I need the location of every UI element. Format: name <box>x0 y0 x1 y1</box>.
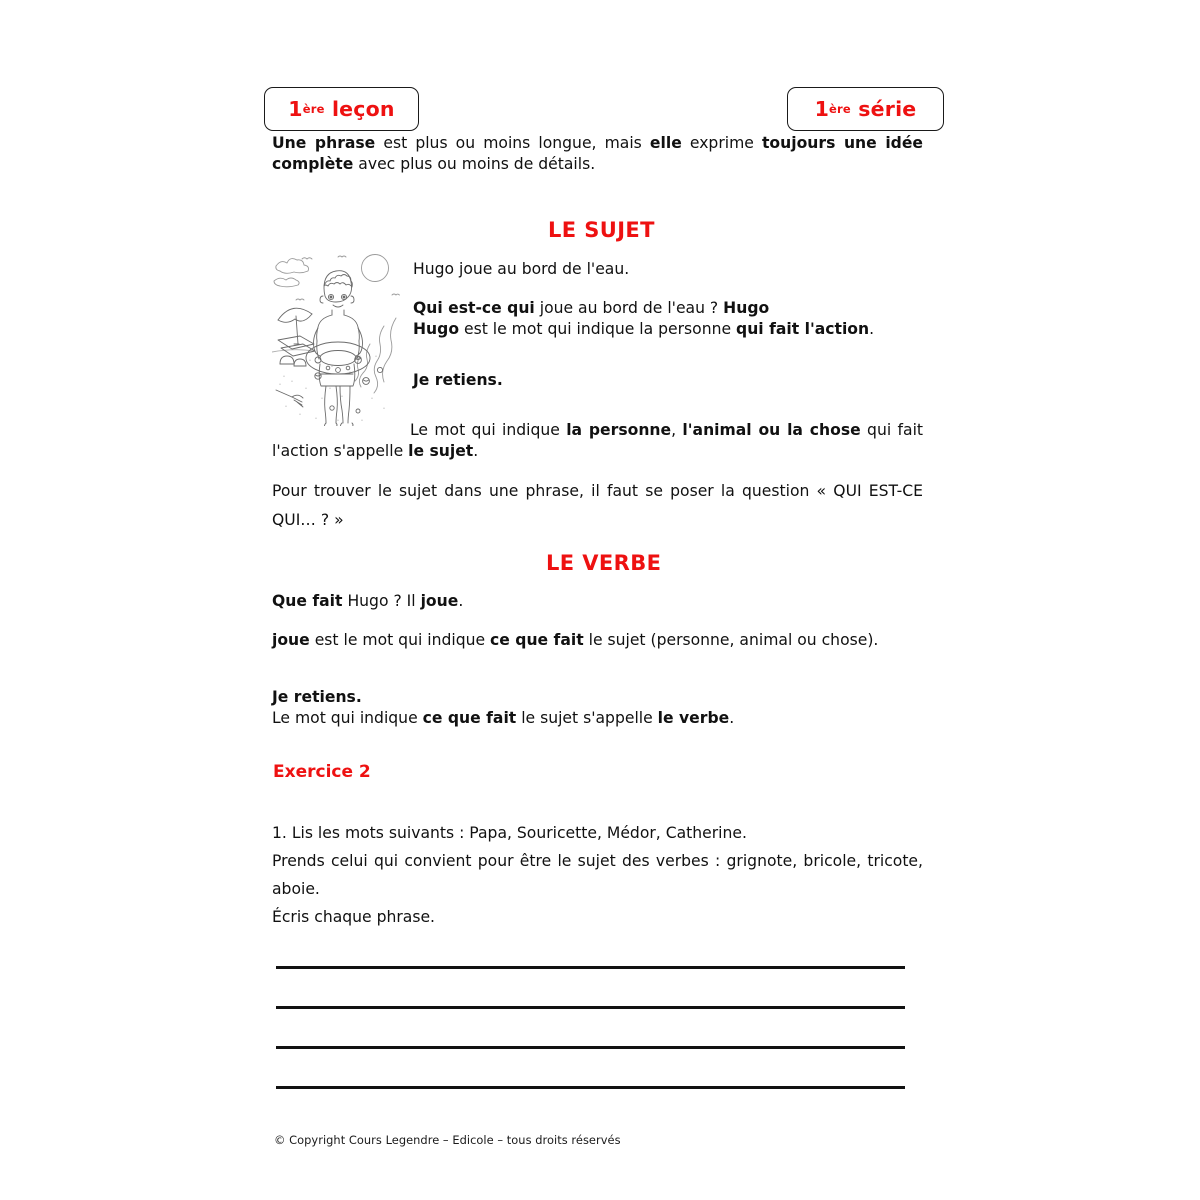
answer-line-4[interactable] <box>276 1086 905 1089</box>
lesson-badge-number: 1 <box>288 97 303 121</box>
verbe-question-bold-2: joue <box>420 592 459 610</box>
sujet-example-block <box>413 259 923 280</box>
verbe-rule-bold-1: ce que fait <box>422 709 517 727</box>
sujet-question-bold: Qui est-ce qui <box>413 299 535 317</box>
series-badge-number: 1 <box>814 97 830 121</box>
verbe-rule-c: . <box>729 709 735 727</box>
sujet-question-answer: Hugo <box>723 299 770 317</box>
answer-line-3[interactable] <box>276 1046 905 1049</box>
sujet-rule-d: . <box>473 442 479 460</box>
sujet-find-rule-block <box>272 477 923 535</box>
sujet-find-rule: Pour trouver le sujet dans une phrase, il faut se poser la question « QUI EST-CE QUI… ? » <box>272 482 923 529</box>
sujet-explain-bold-1: Hugo <box>413 320 460 338</box>
beach-scene-illustration <box>272 248 400 426</box>
verbe-question-mid: Hugo ? Il <box>342 592 421 610</box>
lesson-badge-label: leçon <box>331 97 395 121</box>
exercise-instructions-block <box>272 819 923 931</box>
verbe-rule-b: le sujet s'appelle <box>516 709 658 727</box>
intro-paragraph <box>272 133 923 175</box>
intro-paragraph-block <box>272 133 923 175</box>
answer-line-2[interactable] <box>276 1006 905 1009</box>
section-heading-verbe: LE VERBE <box>546 551 662 575</box>
exercise-title: Exercice 2 <box>273 762 371 782</box>
sujet-explain-mid: est le mot qui indique la personne <box>459 320 737 338</box>
sujet-rule-a: Le mot qui indique <box>410 421 567 439</box>
verbe-retiens-label-text: Je retiens. <box>272 688 362 706</box>
sujet-explain-line <box>413 319 923 340</box>
verbe-explain-mid: est le mot qui indique <box>309 631 491 649</box>
verbe-explain-paragraph <box>272 630 923 651</box>
sujet-rule-c: qui fait l'action s'appelle <box>272 421 924 460</box>
sujet-rule-paragraph <box>272 420 923 462</box>
lesson-badge: 1 ère leçon <box>264 87 419 131</box>
series-badge-label: série <box>858 97 917 121</box>
exercise-instruction-line-1: 1. Lis les mots suivants : Papa, Souricette, Médor, Catherine. <box>272 824 747 842</box>
intro-text-4: exprime <box>681 134 762 152</box>
sujet-rule-block <box>272 420 923 462</box>
answer-line-1[interactable] <box>276 966 905 969</box>
verbe-explain-bold-2: ce que fait <box>490 631 584 649</box>
verbe-question-block <box>272 591 923 612</box>
sujet-retiens-label-text: Je retiens. <box>413 371 503 389</box>
verbe-question-line <box>272 591 923 612</box>
verbe-rule-a: Le mot qui indique <box>272 709 423 727</box>
intro-bold-3: elle <box>649 134 682 152</box>
sujet-question-rest: joue au bord de l'eau ? <box>534 299 724 317</box>
sujet-question-block <box>413 298 923 340</box>
sujet-retiens-label <box>413 370 923 391</box>
intro-bold-1: Une phrase <box>272 134 376 152</box>
footer-copyright: © Copyright Cours Legendre – Edicole – tous droits réservés <box>274 1133 621 1147</box>
verbe-question-bold-1: Que fait <box>272 592 343 610</box>
sujet-rule-bold-1: la personne <box>566 421 672 439</box>
verbe-explain-bold-1: joue <box>272 631 310 649</box>
verbe-retiens-block <box>272 687 923 729</box>
verbe-question-end: . <box>458 592 464 610</box>
exercise-instruction-line-2: Prends celui qui convient pour être le sujet des verbes : grignote, bricole, tricote, aboie. <box>272 852 923 898</box>
verbe-rule-bold-2: le verbe <box>657 709 730 727</box>
sujet-example-sentence: Hugo joue au bord de l'eau. <box>413 260 630 278</box>
sujet-explain-bold-2: qui fait l'action <box>736 320 870 338</box>
verbe-explain-end: le sujet (personne, animal ou chose). <box>583 631 879 649</box>
sujet-rule-b: , <box>671 421 683 439</box>
sujet-rule-bold-3: le sujet <box>408 442 474 460</box>
intro-text-2: est plus ou moins longue, mais <box>375 134 650 152</box>
exercise-instruction-line-3: Écris chaque phrase. <box>272 908 436 926</box>
sujet-question-line <box>413 298 923 319</box>
verbe-rule-paragraph <box>272 708 923 729</box>
intro-text-6: avec plus ou moins de détails. <box>353 155 596 173</box>
series-badge: 1 ère série <box>787 87 944 131</box>
section-heading-sujet: LE SUJET <box>548 218 655 242</box>
intro-bold-5: toujours une idée complète <box>272 134 923 173</box>
sujet-retiens-label-block <box>413 370 923 391</box>
sujet-rule-bold-2: l'animal ou la chose <box>682 421 861 439</box>
sujet-explain-end: . <box>869 320 875 338</box>
verbe-explain-block <box>272 630 923 651</box>
verbe-retiens-label <box>272 687 923 708</box>
